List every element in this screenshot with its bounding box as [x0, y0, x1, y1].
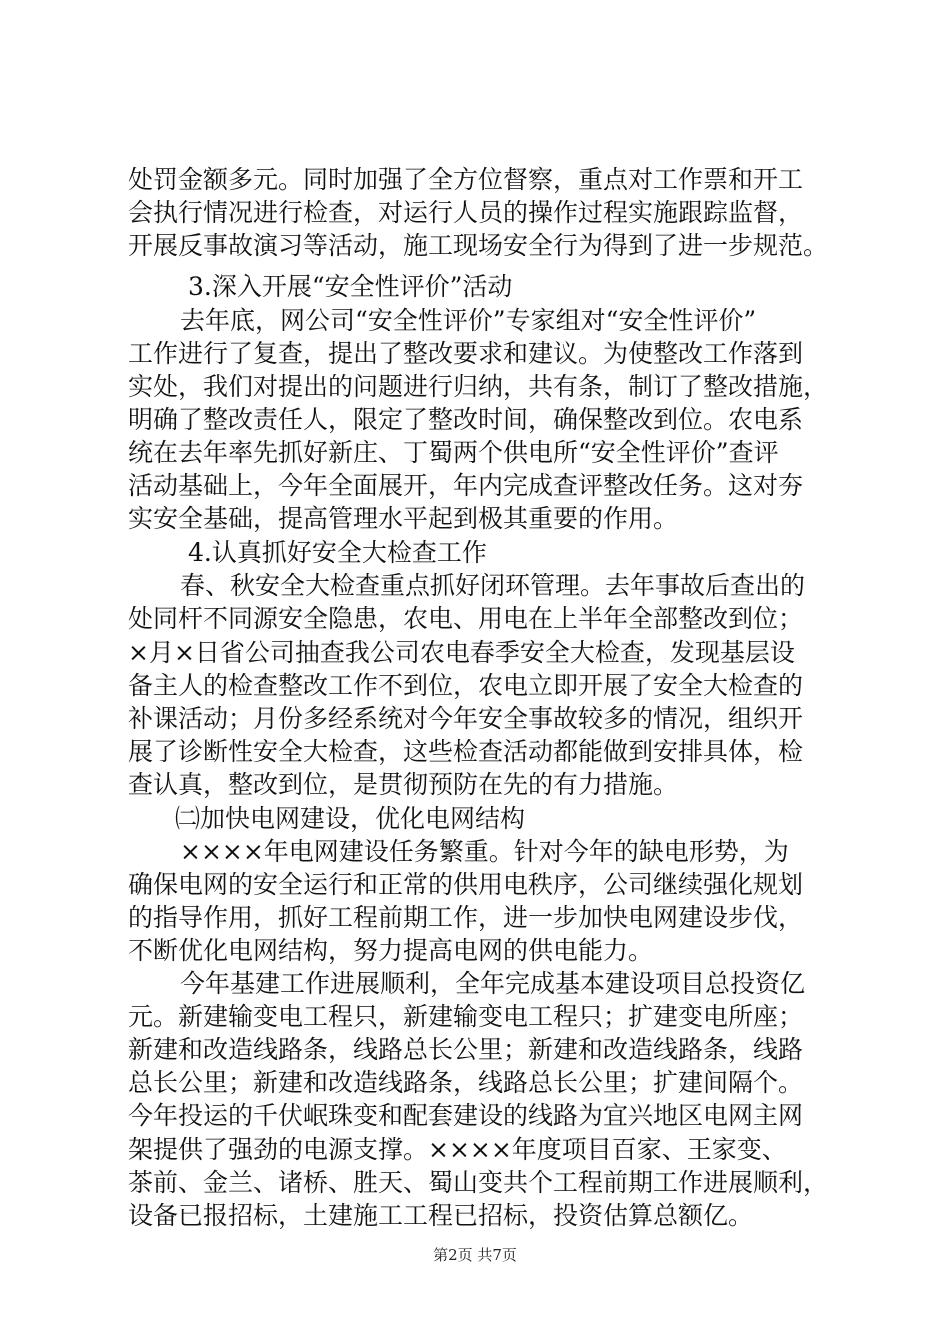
text-line: ××××年电网建设任务繁重。针对今年的缺电形势，为: [180, 837, 789, 866]
text-line: 架提供了强劲的电源支撑。××××年度项目百家、王家变、: [128, 1135, 787, 1164]
text-line: 补课活动；月份多经系统对今年安全事故较多的情况，组织开: [128, 704, 804, 733]
section-heading: ㈡加快电网建设，优化电网结构: [175, 804, 526, 833]
text-line: 会执行情况进行检查，对运行人员的操作过程实施跟踪监督，: [128, 198, 804, 227]
text-line: ×月×日省公司抽查我公司农电春季安全大检查，发现基层设: [128, 638, 795, 667]
text-line: 备主人的检查整改工作不到位，农电立即开展了安全大检查的: [128, 671, 804, 700]
text-line: 今年投运的千伏岷珠变和配套建设的线路为宜兴地区电网主网: [128, 1101, 804, 1130]
section-heading: 4.认真抓好安全大检查工作: [188, 538, 487, 567]
text-line: 展了诊断性安全大检查，这些检查活动都能做到安排具体，检: [128, 737, 804, 766]
text-line: 元。新建输变电工程只，新建输变电工程只；扩建变电所座；: [128, 1002, 804, 1031]
text-line: 工作进行了复查，提出了整改要求和建议。为使整改工作落到: [128, 339, 804, 368]
text-line: 活动基础上，今年全面展开，年内完成查评整改任务。这对夯: [128, 471, 804, 500]
text-line: 今年基建工作进展顺利，全年完成基本建设项目总投资亿: [180, 969, 806, 998]
page-number-footer: 第2页 共7页: [433, 1246, 517, 1264]
text-line: 处罚金额多元。同时加强了全方位督察，重点对工作票和开工: [128, 165, 804, 194]
text-line: 总长公里；新建和改造线路条，线路总长公里；扩建间隔个。: [128, 1068, 804, 1097]
text-line: 实处，我们对提出的问题进行归纳，共有条，制订了整改措施，: [128, 372, 829, 401]
text-line: 明确了整改责任人，限定了整改时间，确保整改到位。农电系: [128, 405, 804, 434]
text-line: 实安全基础，提高管理水平起到极其重要的作用。: [128, 504, 679, 533]
text-line: 开展反事故演习等活动，施工现场安全行为得到了进一步规范。: [128, 231, 829, 260]
section-heading: 3.深入开展“安全性评价”活动: [188, 272, 513, 301]
text-line: 不断优化电网结构，努力提高电网的供电能力。: [128, 936, 654, 965]
text-line: 的指导作用，抓好工程前期工作，进一步加快电网建设步伐，: [128, 903, 804, 932]
text-line: 确保电网的安全运行和正常的供用电秩序，公司继续强化规划: [128, 870, 804, 899]
text-line: 设备已报招标，土建施工工程已招标，投资估算总额亿。: [128, 1201, 754, 1230]
text-line: 茶前、金兰、诸桥、胜天、蜀山变共个工程前期工作进展顺利，: [128, 1168, 829, 1197]
text-line: 去年底，网公司“安全性评价”专家组对“安全性评价”: [180, 306, 757, 335]
text-line: 新建和改造线路条，线路总长公里；新建和改造线路条，线路: [128, 1035, 804, 1064]
text-line: 查认真，整改到位，是贯彻预防在先的有力措施。: [128, 770, 679, 799]
text-line: 统在去年率先抓好新庄、丁蜀两个供电所“安全性评价”查评: [128, 438, 779, 467]
text-line: 春、秋安全大检查重点抓好闭环管理。去年事故后查出的: [180, 571, 806, 600]
text-line: 处同杆不同源安全隐患，农电、用电在上半年全部整改到位；: [128, 604, 804, 633]
